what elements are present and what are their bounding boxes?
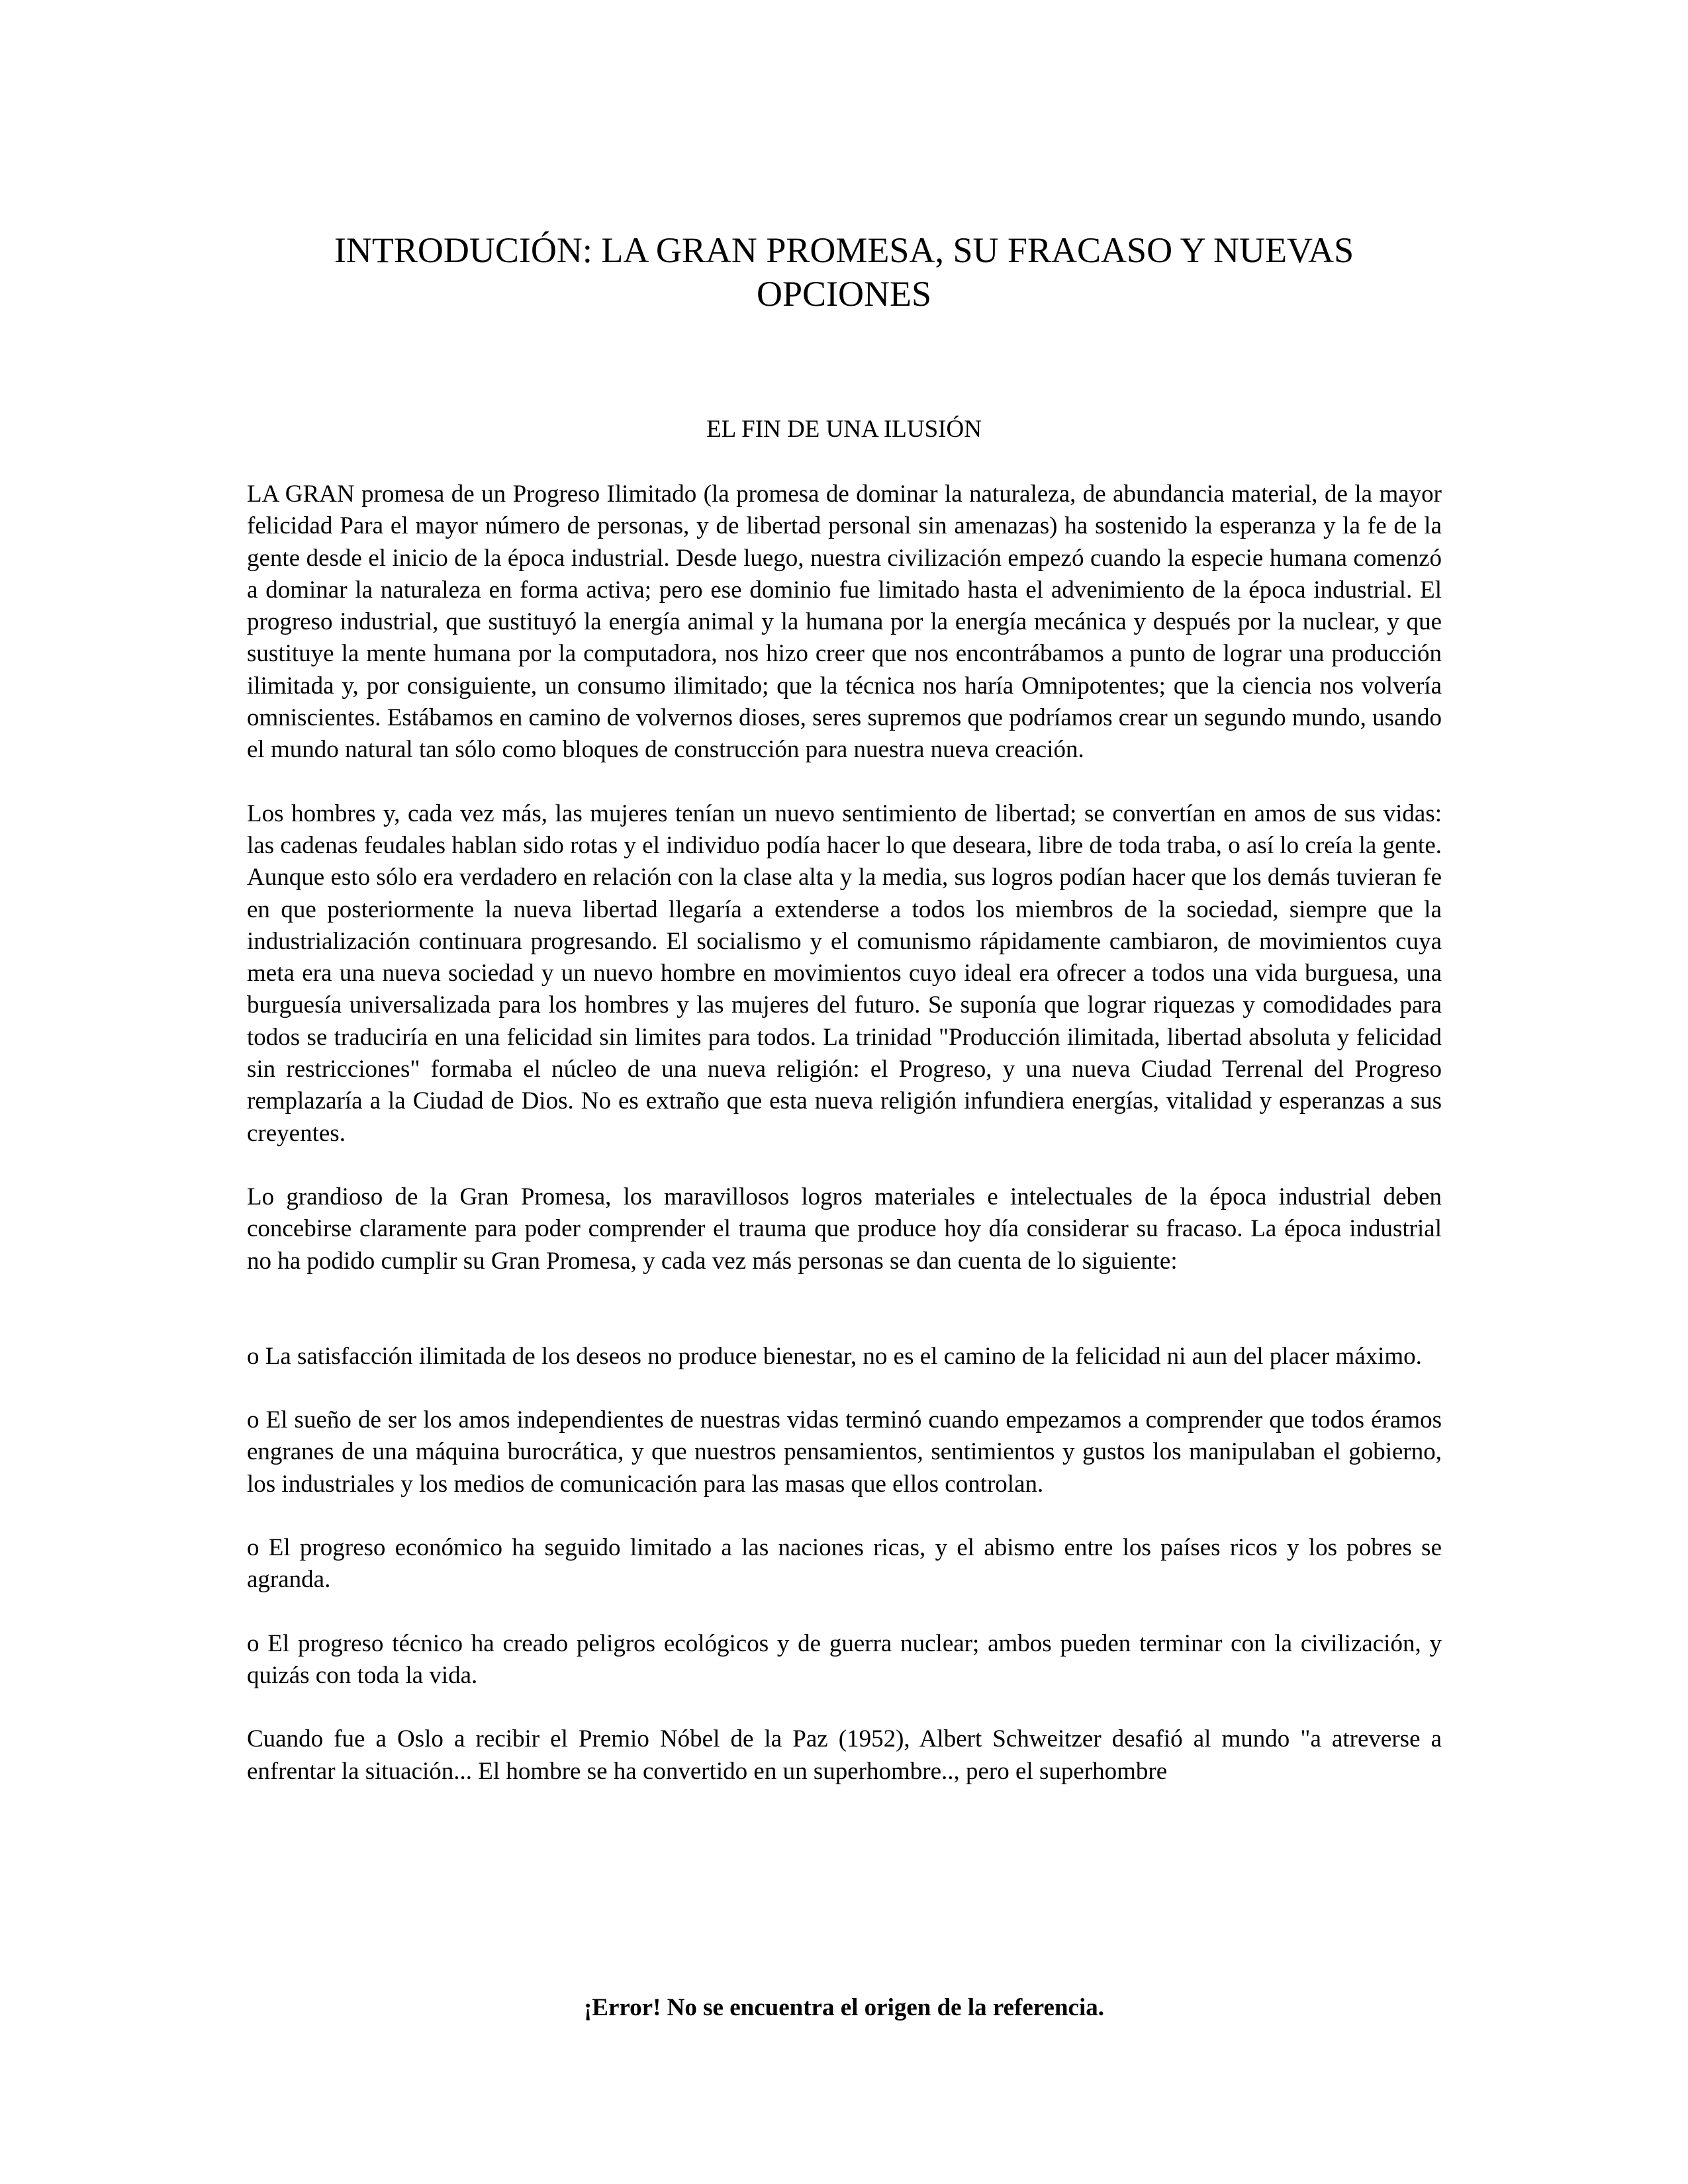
paragraph-intro: LA GRAN promesa de un Progreso Ilimitado (la promesa de dominar la naturaleza, de abundancia material, de la mayor felicidad Para el mayor número de personas, y de libertad personal sin amenazas) ha sostenido la esperanza y la fe de la gente desde el inicio de la época industrial. Desde luego, nuestra civilización empezó cuando la especie humana comenzó a dominar la naturaleza en forma activa; pero ese dominio fue limitado hasta el advenimiento de la época industrial. El progreso industrial, que sustituyó la energía animal y la humana por la energía mecánica y después por la nuclear, y que sustituye la mente humana por la computadora, nos hizo creer que nos encontrábamos a punto de lograr una producción ilimitada y, por consiguiente, un consumo ilimitado; que la técnica nos haría Omnipotentes; que la ciencia nos volvería omniscientes. Estábamos en camino de volvernos dioses, seres supremos que podríamos crear un segundo mundo, usando el mundo natural tan sólo como bloques de construcción para nuestra nueva creación. <box>247 480 1442 764</box>
list-item-independence: o El sueño de ser los amos independientes de nuestras vidas terminó cuando empezamos a comprender que todos éramos engranes de una máquina burocrática, y que nuestros pensamientos, sentimientos y gustos los manipulaban el gobierno, los industriales y los medios de comunicación para las masas que ellos controlan. <box>247 1406 1442 1498</box>
list-item-satisfaction: o La satisfacción ilimitada de los deseos no produce bienestar, no es el camino de la felicidad ni aun del placer máximo. <box>247 1342 1422 1370</box>
section-heading: EL FIN DE UNA ILUSIÓN <box>706 416 982 443</box>
list-item-technical-progress: o El progreso técnico ha creado peligros ecológicos y de guerra nuclear; ambos pueden terminar con la civilización, y quizás con toda la vida. <box>247 1629 1442 1689</box>
paragraph-freedom: Los hombres y, cada vez más, las mujeres tenían un nuevo sentimiento de libertad; se convertían en amos de sus vidas: las cadenas feudales hablan sido rotas y el individuo podía hacer lo que deseara, libre de toda traba, o así lo creía la gente. Aunque esto sólo era verdadero en relación con la clase alta y la media, sus logros podían hacer que los demás tuvieran fe en que posteriormente la nueva libertad llegaría a extenderse a todos los miembros de la sociedad, siempre que la industrialización continuara progresando. El socialismo y el comunismo rápidamente cambiaron, de movimientos cuya meta era una nueva sociedad y un nuevo hombre en movimientos cuyo ideal era ofrecer a todos una vida burguesa, una burguesía universalizada para los hombres y las mujeres del futuro. Se suponía que lograr riquezas y comodidades para todos se traduciría en una felicidad sin limites para todos. La trinidad "Producción ilimitada, libertad absoluta y felicidad sin restricciones" formaba el núcleo de una nueva religión: el Progreso, y una nueva Ciudad Terrenal del Progreso remplazaría a la Ciudad de Dios. No es extraño que esta nueva religión infundiera energías, vitalidad y esperanzas a sus creyentes. <box>247 799 1442 1147</box>
page-footer: ¡Error! No se encuentra el origen de la referencia. <box>583 1994 1104 2021</box>
paragraph-grand-promise: Lo grandioso de la Gran Promesa, los maravillosos logros materiales e intelectuales de la época industrial deben concebirse claramente para poder comprender el trauma que produce hoy día considerar su fracaso. La época industrial no ha podido cumplir su Gran Promesa, y cada vez más personas se dan cuenta de lo siguiente: <box>247 1183 1442 1275</box>
body-text <box>247 478 1442 1819</box>
page-title: INTRODUCIÓN: LA GRAN PROMESA, SU FRACASO Y NUEVAS OPCIONES <box>334 230 1354 314</box>
list-item-economic-progress: o El progreso económico ha seguido limitado a las naciones ricas, y el abismo entre los países ricos y los pobres se agranda. <box>247 1534 1442 1594</box>
paragraph-schweitzer: Cuando fue a Oslo a recibir el Premio Nóbel de la Paz (1952), Albert Schweitzer desafió al mundo "a atreverse a enfrentar la situación... El hombre se ha convertido en un superhombre.., pero el superhombre <box>247 1725 1442 1785</box>
